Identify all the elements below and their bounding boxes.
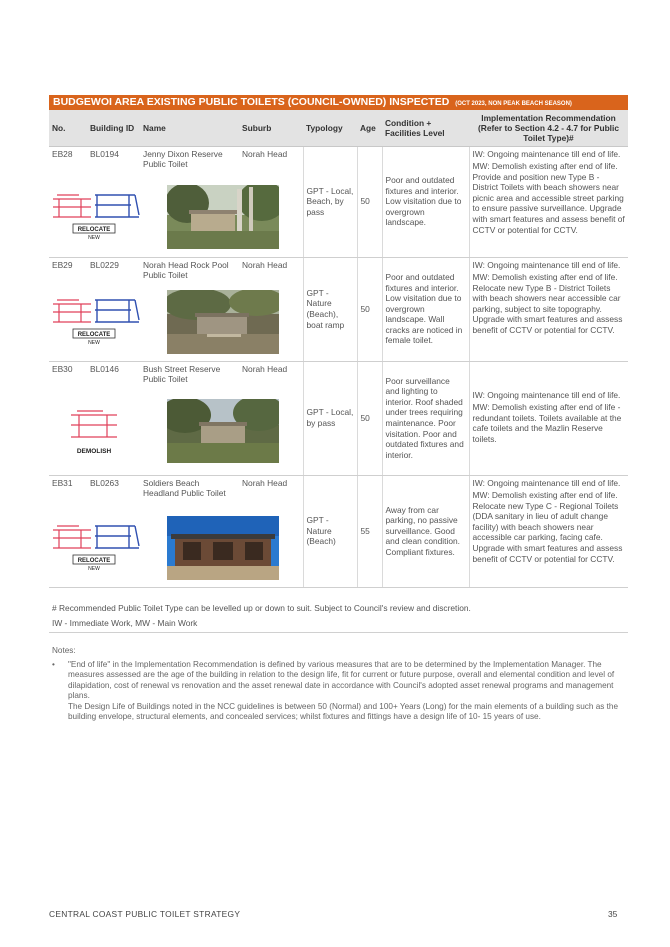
- row-typology: GPT - Local, Beach, by pass: [303, 146, 357, 257]
- footnote-divider: [49, 632, 628, 633]
- diagram-label: RELOCATE: [77, 227, 111, 234]
- row-building-id: BL0194: [90, 148, 119, 159]
- header-suburb: Suburb: [239, 110, 303, 146]
- notes-item: [52, 660, 624, 702]
- row-implementation: [469, 361, 628, 475]
- row-implementation: [469, 257, 628, 361]
- row-building-id: BL0146: [90, 363, 119, 374]
- notes-label: Notes:: [52, 646, 76, 655]
- row-mw: MW: Demolish existing after end of life - redundant toilets. Toilets available at the cafe toilets and the Mazlin Reserve toilets.: [472, 402, 622, 444]
- toilets-table: [49, 110, 628, 588]
- diagram-sublabel: NEW: [88, 339, 100, 346]
- header-no: No.: [49, 110, 87, 146]
- row-typology: GPT - Nature (Beach), boat ramp: [303, 257, 357, 361]
- diagram-label: RELOCATE: [77, 557, 111, 564]
- row-age: 50: [357, 257, 382, 361]
- row-age: 50: [357, 146, 382, 257]
- header-building-id: Building ID: [87, 110, 140, 146]
- toilet-photo: [167, 290, 279, 354]
- row-suburb: Norah Head: [239, 257, 303, 283]
- relocate-diagram: [51, 187, 143, 247]
- relocate-diagram: [51, 518, 143, 578]
- demolish-diagram: [51, 401, 143, 461]
- row-images: [49, 178, 303, 257]
- row-mw: MW: Demolish existing after end of life. Relocate new Type B - District Toilets with beach showers near accessible car parking, subject to site topography. Upgrade with smart features and assess benefit of CCTV or potential for CCTV.: [472, 272, 623, 336]
- row-iw: IW: Ongoing maintenance till end of life.: [472, 389, 621, 400]
- header-name: Name: [140, 110, 239, 146]
- table-row: [49, 475, 628, 509]
- notes: [52, 660, 624, 722]
- row-condition: Poor surveillance and lighting to interior. Roof shaded under trees requiring maintenance. Poor visitation. Poor and outdated fixtures and interior.: [382, 361, 469, 475]
- table-title: [49, 95, 628, 110]
- row-no: EB28: [52, 148, 73, 159]
- row-typology: GPT - Local, by pass: [303, 361, 357, 475]
- table-title-note: (OCT 2023, NON PEAK BEACH SEASON): [455, 101, 572, 107]
- header-typology: Typology: [303, 110, 357, 146]
- footnote-recommended: # Recommended Public Toilet Type can be levelled up or down to suit. Subject to Council's review and discretion.: [52, 603, 471, 613]
- toilet-photo: [167, 516, 279, 580]
- notes-p2: The Design Life of Buildings noted in the NCC guidelines is between 50 (Normal) and 100+ Years (Long) for the main elements of a building such as the building envelope, structural elements, and concealed services; whilst fixtures and fittings have a design life of 10- 15 years of use.: [68, 701, 619, 722]
- row-mw: MW: Demolish existing after end of life. Relocate new Type C - Regional Toilets (DDA sanitary in lieu of adult change facility) with beach showers near accessible car parking, facing cafe. Upgrade with smart features and assess benefit of CCTV or potential for CCTV.: [472, 490, 623, 564]
- diagram-sublabel: NEW: [88, 565, 100, 572]
- row-condition: Poor and outdated fixtures and interior. Low visitation due to overgrown landscape.: [382, 146, 469, 257]
- row-building-id: BL0263: [90, 477, 119, 488]
- footer-title: CENTRAL COAST PUBLIC TOILET STRATEGY: [49, 909, 241, 919]
- row-condition: Poor and outdated fixtures and interior. Low visitation due to overgrown landscape. Wall cracks are noticed in female toilet.: [382, 257, 469, 361]
- page-number: 35: [608, 909, 618, 919]
- row-images: [49, 283, 303, 361]
- row-suburb: Norah Head: [239, 475, 303, 509]
- row-name: Jenny Dixon Reserve Public Toilet: [143, 148, 223, 170]
- diagram-label: DEMOLISH: [76, 447, 112, 455]
- row-age: 50: [357, 361, 382, 475]
- row-no: EB30: [52, 363, 73, 374]
- row-typology: GPT - Nature (Beach): [303, 475, 357, 587]
- header-condition: Condition + Facilities Level: [382, 110, 469, 146]
- table-row: [49, 146, 628, 178]
- row-no: EB31: [52, 477, 73, 488]
- header-age: Age: [357, 110, 382, 146]
- row-no: EB29: [52, 259, 73, 270]
- row-suburb: Norah Head: [239, 361, 303, 387]
- table-row: [49, 361, 628, 387]
- row-building-id: BL0229: [90, 259, 119, 270]
- bullet: •: [52, 660, 55, 669]
- diagram-label: RELOCATE: [77, 331, 111, 338]
- row-name: Soldiers Beach Headland Public Toilet: [143, 477, 226, 499]
- notes-p1: "End of life" in the Implementation Recommendation is defined by various measures that are to be determined by the Implementation Manager. The measures assessed are the age of the building in relation to the design life, fit for current or future purpose, overall and elemental condition and level of dilapidation, cost of renewal vs renovation and the asset renewal date in accordance with Council's adopted asset renewal programs and management plans.: [68, 660, 615, 701]
- table-title-text: BUDGEWOI AREA EXISTING PUBLIC TOILETS (COUNCIL-OWNED) INSPECTED: [53, 96, 450, 108]
- row-name: Bush Street Reserve Public Toilet: [143, 363, 221, 385]
- row-images: [49, 387, 303, 475]
- row-implementation: [469, 475, 628, 587]
- row-name: Norah Head Rock Pool Public Toilet: [143, 259, 229, 281]
- toilet-photo: [167, 185, 279, 249]
- row-iw: IW: Ongoing maintenance till end of life.: [472, 148, 621, 159]
- row-implementation: [469, 146, 628, 257]
- row-suburb: Norah Head: [239, 146, 303, 178]
- row-age: 55: [357, 475, 382, 587]
- row-condition: Away from car parking, no passive surveillance. Good and clean condition. Compliant fixtures.: [382, 475, 469, 587]
- header-implementation: Implementation Recommendation (Refer to Section 4.2 - 4.7 for Public Toilet Type)#: [469, 110, 628, 146]
- row-iw: IW: Ongoing maintenance till end of life.: [472, 477, 621, 488]
- row-mw: MW: Demolish existing after end of life. Provide and position new Type B - District Toilets with beach showers near picnic area and accessible street parking to ensure passive surveillance. Upgrade with smart features and assess benefit of CCTV or potential for CCTV.: [472, 161, 625, 235]
- table-row: [49, 257, 628, 283]
- relocate-diagram: [51, 292, 143, 352]
- diagram-sublabel: NEW: [88, 235, 100, 242]
- footnote-legend: IW - Immediate Work, MW - Main Work: [52, 618, 198, 628]
- row-iw: IW: Ongoing maintenance till end of life.: [472, 259, 621, 270]
- table-header-row: [49, 110, 628, 146]
- row-images: [49, 509, 303, 587]
- toilet-photo: [167, 399, 279, 463]
